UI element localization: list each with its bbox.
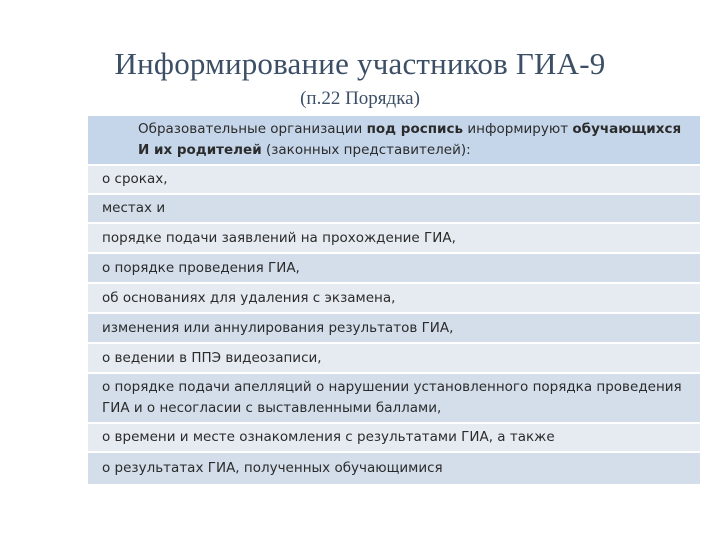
table-row [88, 283, 700, 313]
table-row [88, 223, 700, 253]
table-cell: изменения или аннулирования результатов ГИА, [88, 313, 700, 343]
table-cell: порядке подачи заявлений на прохождение ГИА, [88, 223, 700, 253]
table-row [88, 452, 700, 485]
table-cell: о порядке подачи апелляций о нарушении установленного порядка проведения ГИА и о несогласии с выставленными баллами, [88, 373, 700, 423]
table-row [88, 423, 700, 452]
info-table [88, 116, 700, 486]
table-cell: о порядке проведения ГИА, [88, 253, 700, 283]
table-header-row [88, 116, 700, 165]
table-cell: о результатах ГИА, полученных обучающимися [88, 452, 700, 485]
table-cell: местах и [88, 194, 700, 223]
header-text-part2: информируют [463, 121, 573, 137]
table-row [88, 313, 700, 343]
header-bold-audience: обучающихся И их родителей [138, 121, 682, 158]
table-row [88, 253, 700, 283]
table-cell: о ведении в ППЭ видеозаписи, [88, 343, 700, 373]
page-subtitle: (п.22 Порядка) [300, 88, 420, 109]
table-cell: о времени и месте ознакомления с результатами ГИА, а также [88, 423, 700, 452]
table-row [88, 194, 700, 223]
header-text-part3: (законных представителей): [261, 142, 471, 158]
table-cell: о сроках, [88, 165, 700, 194]
header-bold-signature: под роспись [366, 121, 464, 137]
table-cell: об основаниях для удаления с экзамена, [88, 283, 700, 313]
table-row [88, 165, 700, 194]
header-text-part1: Образовательные организации [138, 121, 367, 137]
table-header-cell [88, 116, 700, 165]
page-title: Информирование участников ГИА-9 [114, 46, 606, 81]
table-row [88, 343, 700, 373]
table-row [88, 373, 700, 423]
